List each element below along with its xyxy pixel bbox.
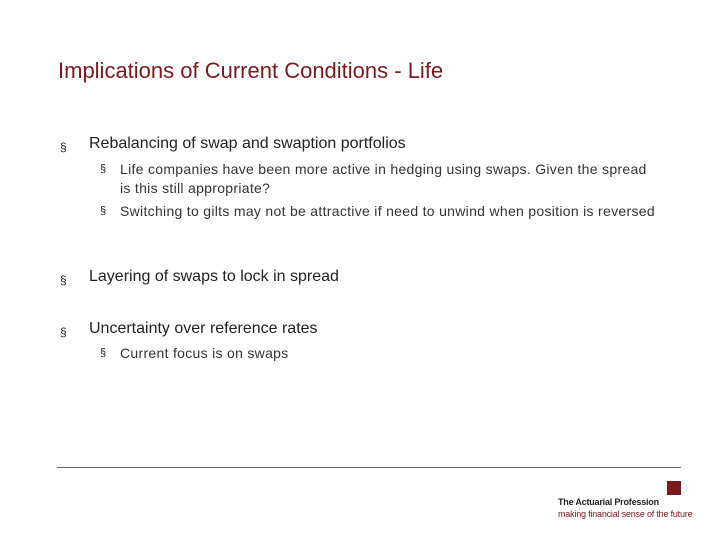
sub-bullet-marker: § [100,347,107,359]
sub-bullet-text: Life companies have been more active in hedging using swaps. Given the spread is this still appropriate? [120,161,647,196]
sub-bullet-text: Switching to gilts may not be attractive if need to unwind when position is reversed [120,203,655,219]
footer-divider [57,467,681,468]
logo-square-icon [667,481,681,495]
sub-bullet-marker: § [100,205,107,217]
logo-org-name: The Actuarial Profession [558,497,659,507]
bullet-marker: § [60,140,67,154]
sub-bullet-marker: § [100,163,107,175]
bullet-marker: § [60,273,67,287]
bullet-text: Uncertainty over reference rates [89,320,318,337]
sub-bullet-text: Current focus is on swaps [120,345,289,361]
bullet-text: Rebalancing of swap and swaption portfolios [89,135,406,152]
bullet-marker: § [60,325,67,339]
slide-title: Implications of Current Conditions - Life [58,58,444,83]
logo-tagline: making financial sense of the future [558,509,693,519]
bullet-text: Layering of swaps to lock in spread [89,268,339,285]
